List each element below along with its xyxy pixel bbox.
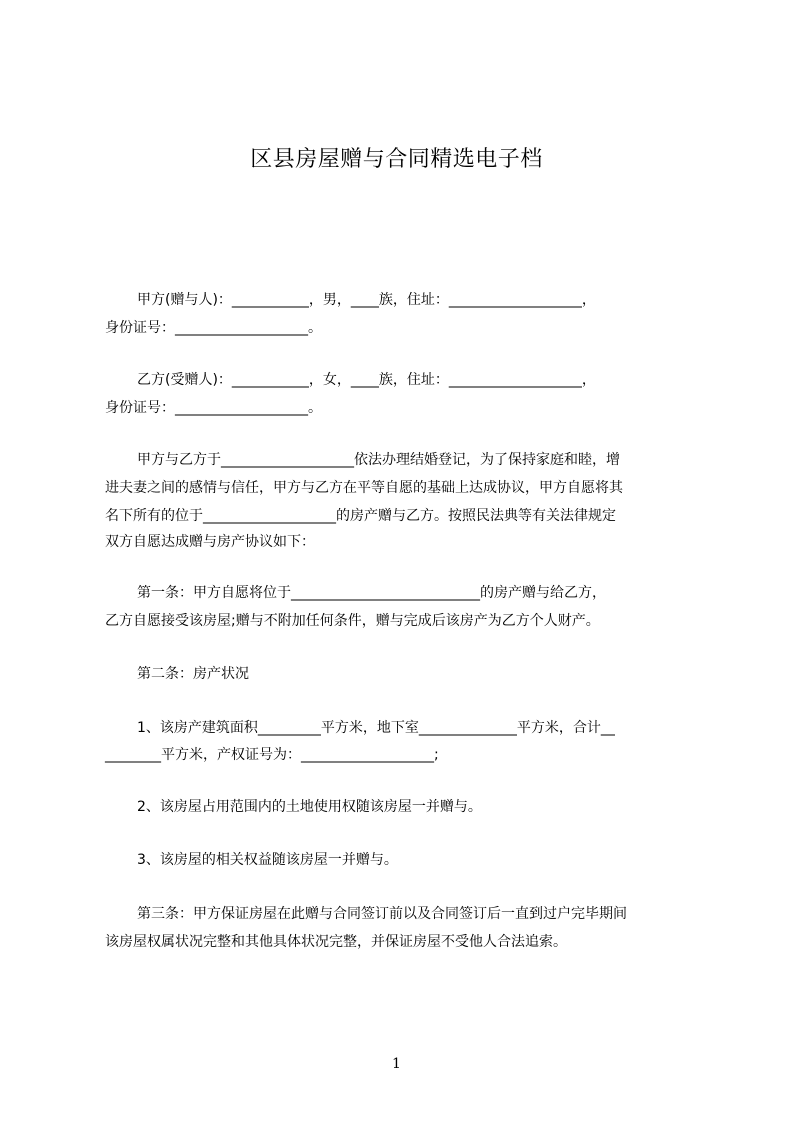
article-1-line-1: 第一条：甲方自愿将位于___________________________的房产赠与给乙方， (137, 585, 606, 601)
preamble-line-1: 甲方与乙方于___________________依法办理结婚登记，为了保持家庭和睦，增 (137, 452, 620, 468)
party-b-line-2: 身份证号：___________________。 (105, 400, 322, 416)
article-2-item-1-line-2: ________平方米，产权证号为：___________________; (105, 747, 439, 763)
preamble-line-4: 双方自愿达成赠与房产协议如下： (105, 534, 315, 550)
article-3-line-2: 该房屋权属状况完整和其他具体状况完整，并保证房屋不受他人合法追索。 (105, 934, 567, 950)
preamble-line-3: 名下所有的位于___________________的房产赠与乙方。按照民法典等有关法律规定 (105, 508, 616, 524)
page-number: 1 (392, 1056, 401, 1072)
article-2-item-1-line-1: 1、该房产建筑面积_________平方米，地下室______________平方米，合计__ (137, 720, 615, 736)
party-b-line-1: 乙方(受赠人)：___________，女，____族，住址：___________________， (137, 372, 596, 388)
preamble-line-2: 进夫妻之间的感情与信任，甲方与乙方在平等自愿的基础上达成协议，甲方自愿将其 (105, 480, 623, 496)
party-a-line-1: 甲方(赠与人)：___________，男，____族，住址：___________________， (137, 292, 596, 308)
party-a-line-2: 身份证号：___________________。 (105, 320, 322, 336)
article-1-line-2: 乙方自愿接受该房屋;赠与不附加任何条件，赠与完成后该房产为乙方个人财产。 (105, 613, 600, 629)
article-2-item-3: 3、该房屋的相关权益随该房屋一并赠与。 (137, 852, 398, 868)
article-3-line-1: 第三条：甲方保证房屋在此赠与合同签订前以及合同签订后一直到过户完毕期间 (137, 906, 627, 922)
article-2-item-2: 2、该房屋占用范围内的土地使用权随该房屋一并赠与。 (137, 799, 482, 815)
article-2-heading: 第二条：房产状况 (137, 666, 249, 682)
document-title: 区县房屋赠与合同精选电子档 (250, 147, 543, 172)
